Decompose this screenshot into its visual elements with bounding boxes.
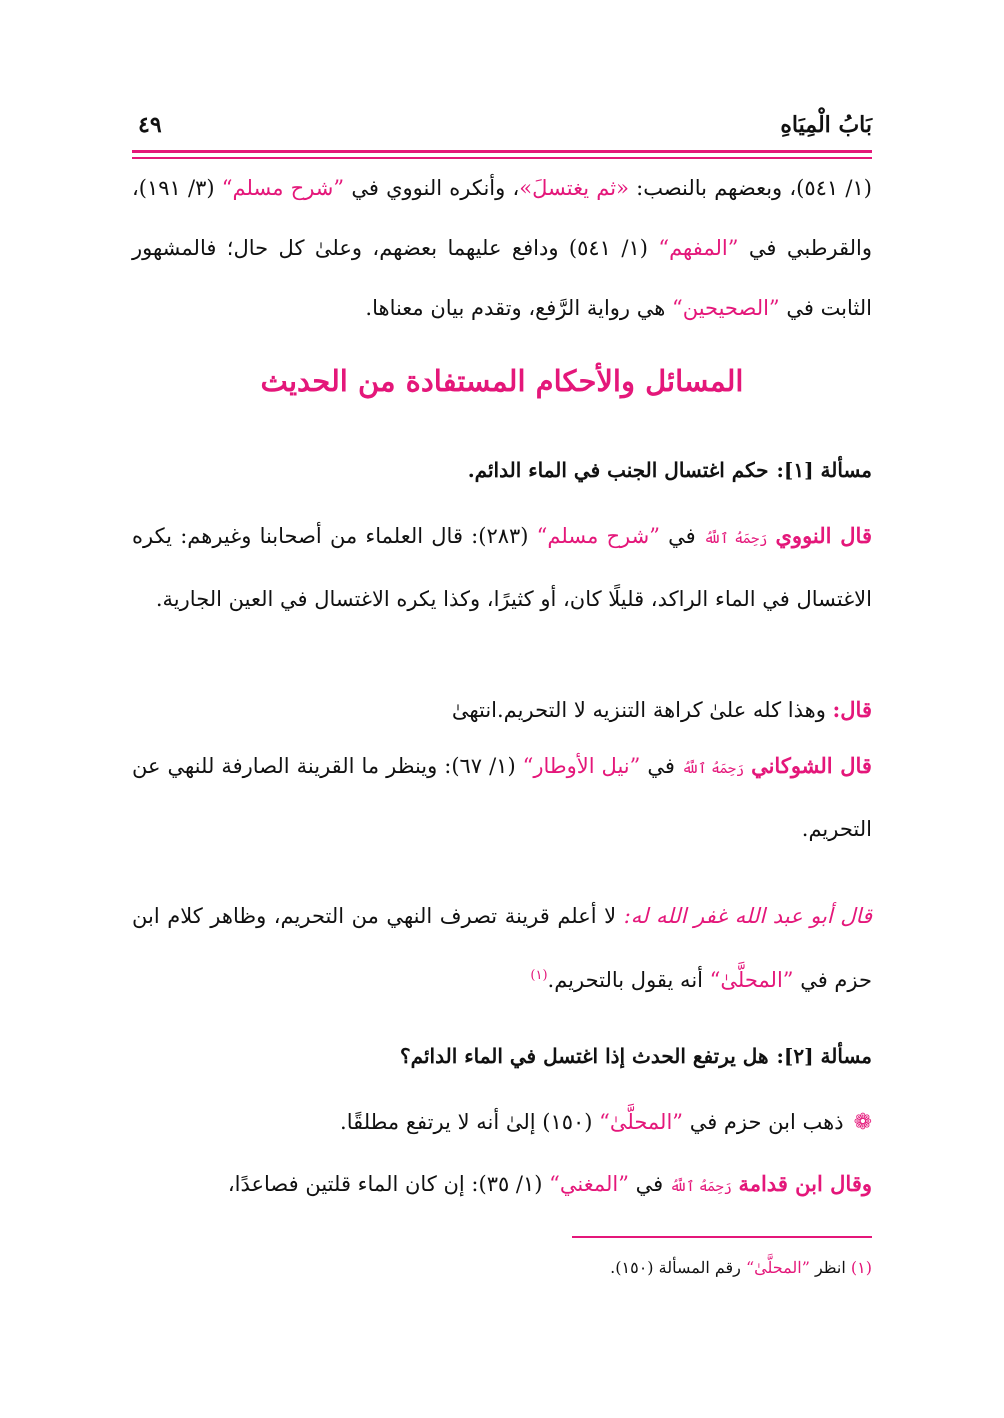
issue-text: هل يرتفع الحدث إذا اغتسل في الماء الدائم؟ xyxy=(400,1044,769,1068)
paragraph-1 xyxy=(132,158,872,338)
issue-1-heading xyxy=(132,458,872,482)
flower-bullet-icon: ❁ xyxy=(853,1110,872,1135)
section-title: المسائل والأحكام المستفادة من الحديث xyxy=(260,364,744,398)
issue-label: مسألة [١]: xyxy=(776,458,872,482)
text: (١٥٠) إلىٰ أنه لا يرتفع مطلقًا. xyxy=(340,1110,600,1134)
speaker-name: وقال ابن قدامة xyxy=(738,1171,872,1196)
text: انظر xyxy=(809,1258,851,1277)
text: وهذا كله علىٰ كراهة التنزيه لا التحريم.انتهىٰ xyxy=(451,698,833,722)
paragraph-shawkani xyxy=(132,736,872,859)
speaker-name: قال الشوكاني xyxy=(751,753,872,778)
footnote-number: (١) xyxy=(850,1258,872,1277)
header-rule-thick xyxy=(132,150,872,153)
book-title: ”المحلَّىٰ“ xyxy=(709,968,794,992)
text: (١/ ٣٥): إن كان الماء قلتين فصاعدًا، xyxy=(227,1172,550,1196)
issue-text: حكم اغتسال الجنب في الماء الدائم. xyxy=(467,458,769,482)
text: أنه يقول بالتحريم. xyxy=(547,968,710,992)
paragraph-ibn-qudama xyxy=(132,1154,872,1217)
book-title: ”المحلَّىٰ“ xyxy=(599,1110,684,1134)
text: (١/ ٥٤١)، وبعضهم بالنصب: xyxy=(628,176,872,200)
paragraph-qala xyxy=(132,680,872,740)
book-title: ”المحلَّىٰ“ xyxy=(745,1258,810,1277)
speaker-name: قال: xyxy=(832,697,872,722)
paragraph-ibn-hazm xyxy=(132,1092,872,1153)
book-title: ”نيل الأوطار“ xyxy=(522,754,641,778)
footnote-marker[interactable]: (١) xyxy=(530,968,548,983)
chapter-title: بَابُ الْمِيَاهِ xyxy=(780,112,872,138)
text: في xyxy=(640,754,682,778)
book-title: ”الصحيحين“ xyxy=(671,296,780,320)
text: (١/ ٦٧): وينظر ما القرينة الصارفة للنهي عن التحريم. xyxy=(132,754,872,841)
paragraph-nawawi xyxy=(132,506,872,629)
book-title: ”شرح مسلم“ xyxy=(221,176,345,200)
text: هي رواية الرَّفع، وتقدم بيان معناها. xyxy=(365,296,672,320)
quoted-text: «ثم يغتسلَ» xyxy=(519,176,629,200)
text: ذهب ابن حزم في xyxy=(683,1110,844,1134)
footnote xyxy=(132,1258,872,1277)
speaker-name: قال النووي xyxy=(775,523,872,548)
text: في xyxy=(659,524,704,548)
text: لا أعلم قرينة تصرف النهي من التحريم، وظاهر كلام ابن حزم في xyxy=(132,904,872,992)
speaker-name: قال أبو عبد الله غفر الله له: xyxy=(623,904,872,928)
text: في xyxy=(629,1172,670,1196)
text: (٣/ ١٩١)، والقرطبي في xyxy=(132,176,872,260)
page-number: ٤٩ xyxy=(138,112,162,138)
text: (٢٨٣): قال العلماء من أصحابنا وغيرهم: يكره الاغتسال في الماء الراكد، قليلًا كان، أو كثيرًا، وكذا يكره الاغتسال في العين الجارية. xyxy=(132,524,872,611)
running-header xyxy=(132,108,872,148)
book-title: ”شرح مسلم“ xyxy=(536,524,660,548)
honorific: رَحِمَهُ ٱللَّهُ xyxy=(681,761,745,777)
book-title: ”المغني“ xyxy=(549,1172,629,1196)
text: رقم المسألة (١٥٠). xyxy=(610,1258,746,1277)
footnote-separator xyxy=(572,1236,872,1238)
text: (١/ ٥٤١) ودافع عليهما بعضهم، وعلىٰ كل حال؛ فالمشهور الثابت في xyxy=(132,236,872,320)
honorific: رَحِمَهُ ٱللَّهُ xyxy=(703,531,768,547)
issue-label: مسألة [٢]: xyxy=(776,1044,872,1068)
honorific: رَحِمَهُ ٱللَّهُ xyxy=(669,1179,732,1195)
book-title: ”المفهم“ xyxy=(658,236,739,260)
issue-2-heading xyxy=(132,1044,872,1068)
paragraph-author xyxy=(132,886,872,1010)
text: ، وأنكره النووي في xyxy=(344,176,520,200)
